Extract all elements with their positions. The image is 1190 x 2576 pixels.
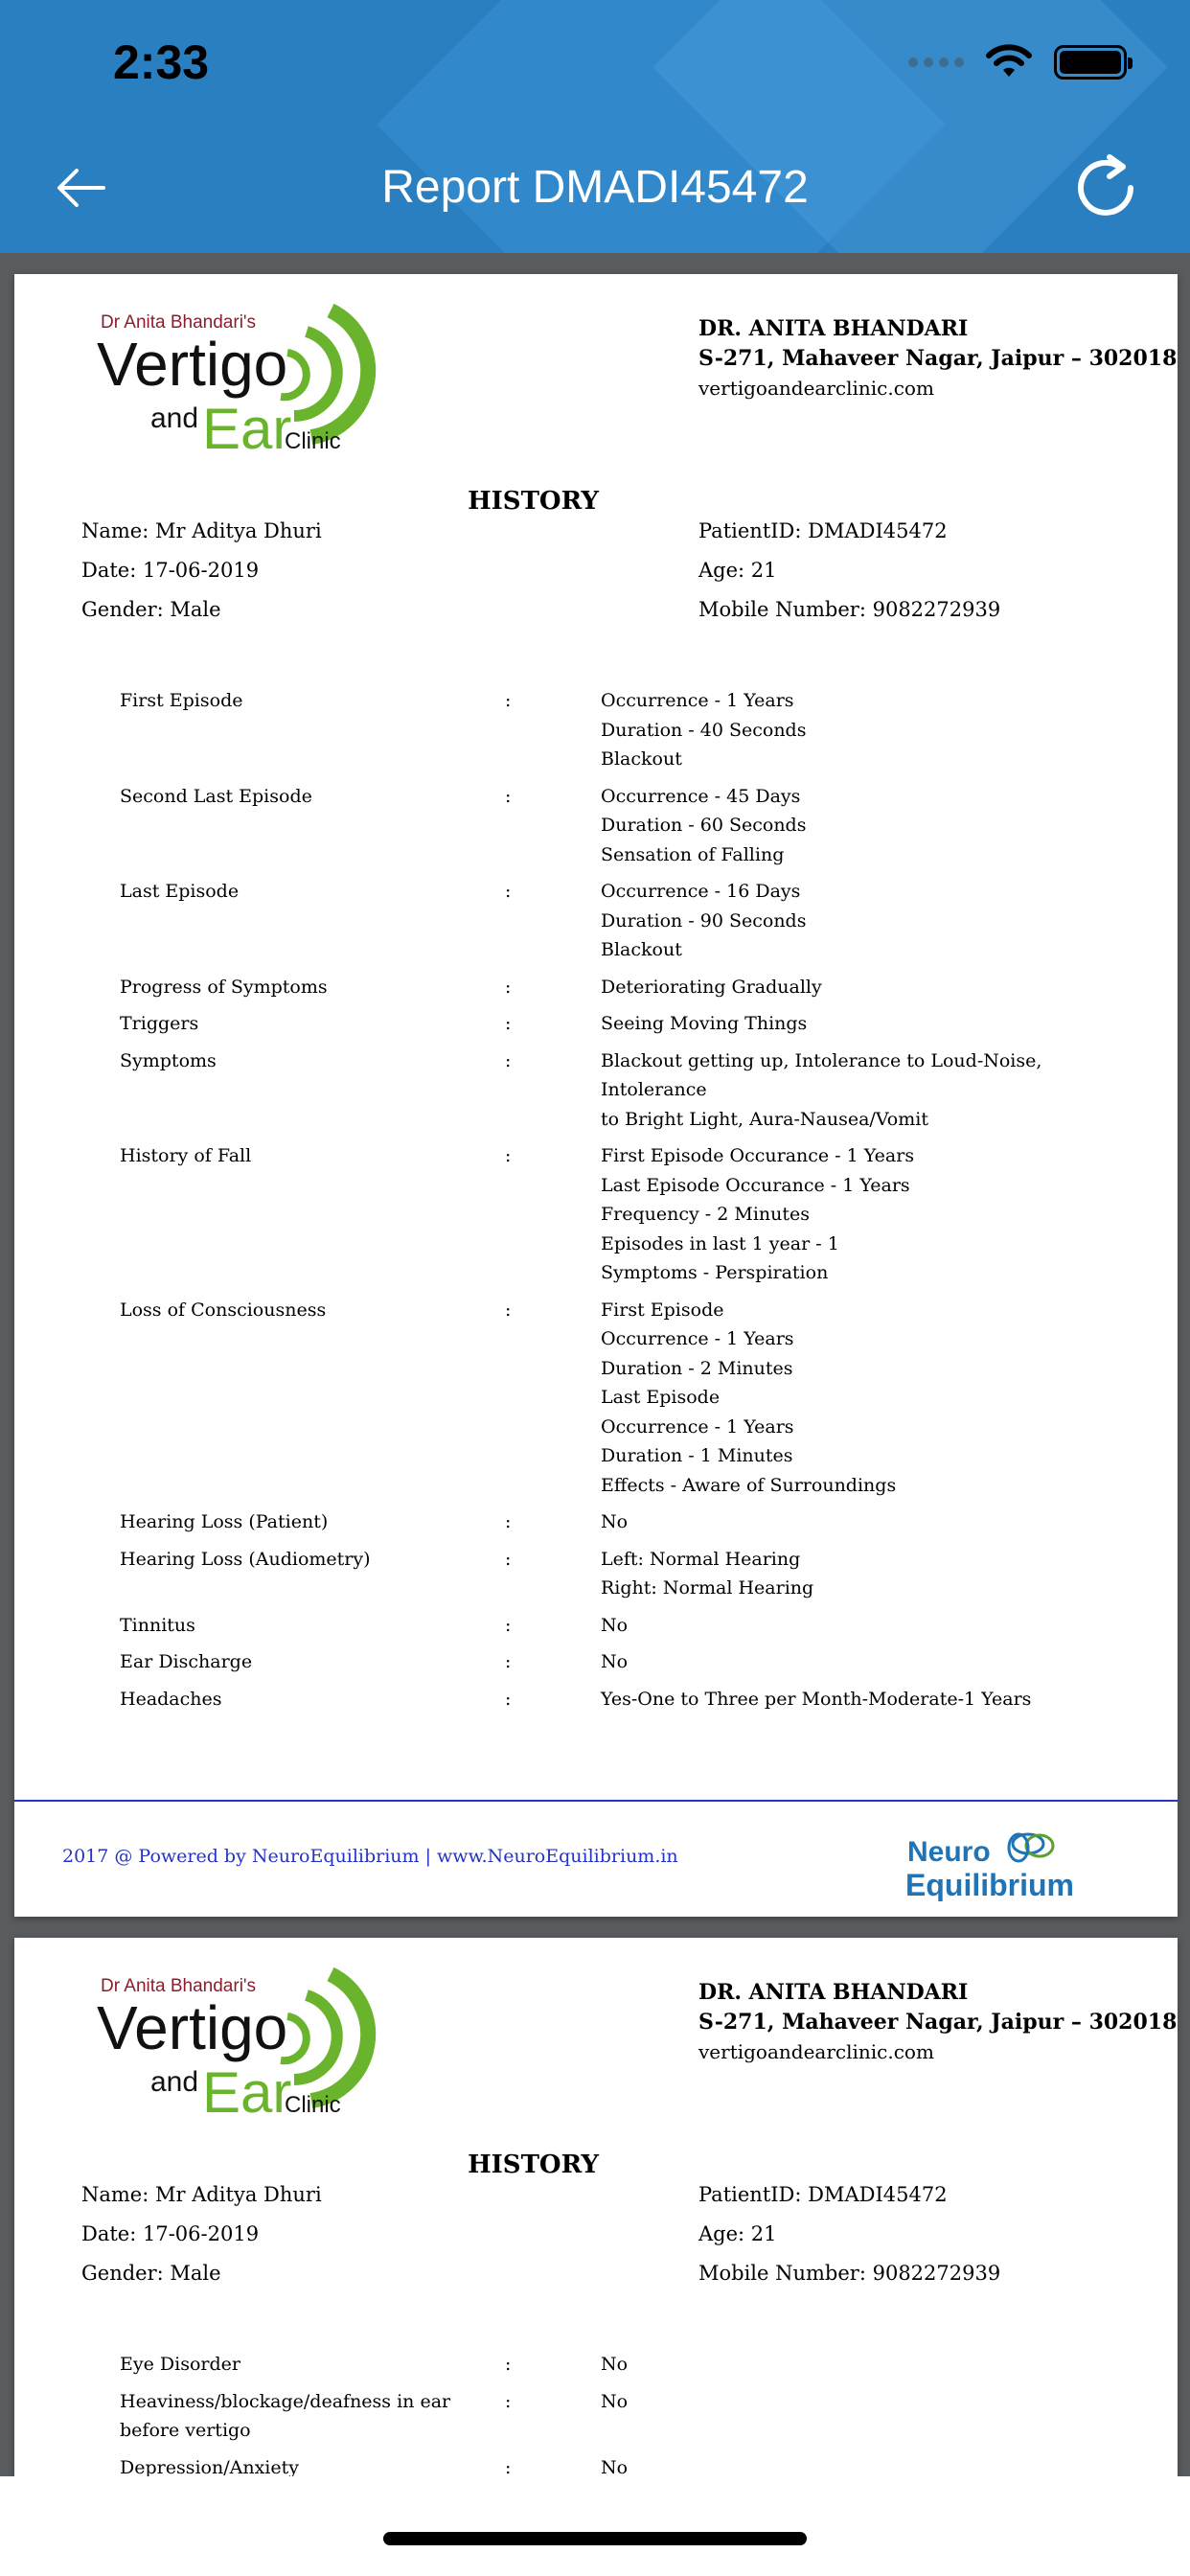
value-line: Frequency - 2 Minutes xyxy=(601,1204,811,1225)
clinic-logo xyxy=(81,1957,398,2129)
table-row xyxy=(120,1611,1135,1641)
table-row xyxy=(120,1046,1135,1135)
clinic-website: vertigoandearclinic.com xyxy=(698,2040,934,2063)
value-line: Yes-One to Three per Month-Moderate-1 Years xyxy=(601,1688,1032,1710)
value-line: Duration - 60 Seconds xyxy=(601,815,807,836)
svg-text:Dr Anita Bhandari's: Dr Anita Bhandari's xyxy=(101,1976,257,1996)
row-value xyxy=(601,2453,1099,2477)
svg-text:Equilibrium: Equilibrium xyxy=(905,1868,1074,1901)
row-separator: : xyxy=(505,976,512,998)
row-value xyxy=(601,2350,1099,2380)
clinic-address: S-271, Mahaveer Nagar, Jaipur – 302018 xyxy=(698,2010,1178,2035)
row-value xyxy=(601,1685,1099,1714)
svg-text:Clinic: Clinic xyxy=(285,428,341,454)
row-separator: : xyxy=(505,2456,512,2476)
table-row xyxy=(120,1647,1135,1677)
row-label: First Episode xyxy=(120,690,243,711)
doctor-name: DR. ANITA BHANDARI xyxy=(698,1980,969,2005)
row-separator: : xyxy=(505,1688,512,1710)
svg-text:Ear: Ear xyxy=(202,397,292,461)
value-line: No xyxy=(601,2390,629,2412)
table-row xyxy=(120,1545,1135,1603)
row-value xyxy=(601,686,1099,774)
table-row xyxy=(120,877,1135,965)
row-separator: : xyxy=(505,1049,512,1071)
value-line: Occurrence - 1 Years xyxy=(601,1328,794,1349)
row-value xyxy=(601,2387,1099,2446)
status-icons xyxy=(908,44,1127,80)
svg-text:and: and xyxy=(150,2066,199,2098)
value-line: Duration - 40 Seconds xyxy=(601,719,807,741)
section-title: HISTORY xyxy=(468,2150,599,2179)
value-line: Sensation of Falling xyxy=(601,843,785,865)
row-label: History of Fall xyxy=(120,1145,252,1166)
table-row xyxy=(120,1507,1135,1537)
value-line: Last Episode Occurance - 1 Years xyxy=(601,1174,910,1196)
table-row xyxy=(120,2453,1135,2477)
history-table xyxy=(120,686,1135,1721)
value-line: Occurrence - 45 Days xyxy=(601,785,801,807)
status-time: 2:33 xyxy=(113,35,210,89)
table-row xyxy=(120,686,1135,774)
svg-text:Vertigo: Vertigo xyxy=(97,330,288,399)
row-separator: : xyxy=(505,1511,512,1532)
pdf-viewer[interactable] xyxy=(0,253,1190,2476)
page-title: Report DMADI45472 xyxy=(381,162,809,213)
row-label: Hearing Loss (Patient) xyxy=(120,1511,329,1532)
row-label: Eye Disorder xyxy=(120,2354,240,2375)
doctor-info xyxy=(698,1978,1177,2067)
value-line: No xyxy=(601,2456,629,2476)
row-separator: : xyxy=(505,1013,512,1034)
row-value xyxy=(601,782,1099,870)
row-label: Loss of Consciousness xyxy=(120,1299,327,1321)
row-label: Tinnitus xyxy=(120,1614,195,1636)
row-label: Depression/Anxiety xyxy=(120,2456,299,2476)
patient-name: Name: Mr Aditya Dhuri xyxy=(81,519,322,542)
value-line: Blackout xyxy=(601,748,682,770)
wifi-icon xyxy=(985,44,1033,80)
patient-age: Age: 21 xyxy=(698,559,777,582)
row-value xyxy=(601,877,1099,965)
row-value xyxy=(601,1507,1099,1537)
patient-info-left xyxy=(81,2175,322,2293)
table-row xyxy=(120,1141,1135,1288)
value-line: First Episode Occurance - 1 Years xyxy=(601,1145,915,1166)
row-separator: : xyxy=(505,1299,512,1321)
patient-info-left xyxy=(81,512,322,630)
table-row xyxy=(120,1685,1135,1714)
row-value xyxy=(601,1296,1099,1501)
value-line: Occurrence - 16 Days xyxy=(601,881,801,902)
table-row xyxy=(120,782,1135,870)
row-label: Ear Discharge xyxy=(120,1651,253,1672)
value-line: Blackout getting up, Intolerance to Loud-Noise, Intolerance xyxy=(601,1049,1042,1100)
svg-text:Ear: Ear xyxy=(202,2060,292,2125)
value-line: Last Episode xyxy=(601,1387,721,1408)
history-table xyxy=(120,2350,1135,2476)
row-separator: : xyxy=(505,785,512,807)
table-row xyxy=(120,2387,1135,2446)
value-line: Right: Normal Hearing xyxy=(601,1577,814,1598)
svg-text:Vertigo: Vertigo xyxy=(97,1993,288,2062)
svg-text:Neuro: Neuro xyxy=(907,1836,991,1868)
row-label: Headaches xyxy=(120,1688,222,1710)
value-line: Occurrence - 1 Years xyxy=(601,1415,794,1438)
row-value xyxy=(601,1141,1099,1288)
row-label: Hearing Loss (Audiometry) xyxy=(120,1548,371,1570)
patient-info-right xyxy=(698,2175,1000,2293)
value-line: Duration - 90 Seconds xyxy=(601,909,807,932)
table-row xyxy=(120,2350,1135,2380)
report-date: Date: 17-06-2019 xyxy=(81,559,260,582)
patient-id: PatientID: DMADI45472 xyxy=(698,519,948,542)
refresh-button[interactable] xyxy=(1071,153,1140,222)
row-value xyxy=(601,1545,1099,1603)
row-separator: : xyxy=(505,1548,512,1570)
table-row xyxy=(120,973,1135,1002)
patient-age: Age: 21 xyxy=(698,2222,777,2245)
value-line: Effects - Aware of Surroundings xyxy=(601,1474,897,1496)
row-value xyxy=(601,973,1099,1002)
battery-icon xyxy=(1054,45,1127,80)
clinic-website: vertigoandearclinic.com xyxy=(698,377,934,400)
row-separator: : xyxy=(505,881,512,902)
row-label: Heaviness/blockage/deafness in ear before vertigo xyxy=(120,2390,451,2441)
value-line: No xyxy=(601,1511,629,1532)
row-label: Progress of Symptoms xyxy=(120,976,328,998)
row-separator: : xyxy=(505,1651,512,1672)
footer-divider xyxy=(14,1800,1178,1802)
patient-gender: Gender: Male xyxy=(81,598,221,621)
value-line: Left: Normal Hearing xyxy=(601,1548,801,1570)
signal-icon xyxy=(908,58,964,67)
patient-info-right xyxy=(698,512,1000,630)
neuroequilibrium-logo xyxy=(902,1825,1093,1901)
doctor-info xyxy=(698,314,1177,403)
refresh-icon xyxy=(1071,153,1140,222)
value-line: Symptoms - Perspiration xyxy=(601,1262,829,1283)
row-label: Last Episode xyxy=(120,881,240,902)
value-line: No xyxy=(601,2354,629,2375)
nav-header xyxy=(0,0,1190,253)
table-row xyxy=(120,1009,1135,1039)
value-line: Blackout xyxy=(601,939,682,960)
row-separator: : xyxy=(505,2390,512,2412)
row-separator: : xyxy=(505,1614,512,1636)
value-line: Deteriorating Gradually xyxy=(601,976,822,998)
patient-id: PatientID: DMADI45472 xyxy=(698,2183,948,2206)
svg-text:Clinic: Clinic xyxy=(285,2092,341,2118)
patient-name: Name: Mr Aditya Dhuri xyxy=(81,2183,322,2206)
report-date: Date: 17-06-2019 xyxy=(81,2222,260,2245)
patient-mobile: Mobile Number: 9082272939 xyxy=(698,2262,1001,2285)
value-line: Duration - 1 Minutes xyxy=(601,1445,793,1466)
value-line: Duration - 2 Minutes xyxy=(601,1357,793,1379)
row-label: Triggers xyxy=(120,1013,199,1034)
row-label: Symptoms xyxy=(120,1049,217,1071)
doctor-name: DR. ANITA BHANDARI xyxy=(698,316,969,341)
row-value xyxy=(601,1009,1099,1039)
clinic-address: S-271, Mahaveer Nagar, Jaipur – 302018 xyxy=(698,346,1178,371)
row-value xyxy=(601,1647,1099,1677)
value-line: Seeing Moving Things xyxy=(601,1013,808,1034)
clinic-logo xyxy=(81,293,398,466)
row-separator: : xyxy=(505,1145,512,1166)
row-separator: : xyxy=(505,690,512,711)
patient-gender: Gender: Male xyxy=(81,2262,221,2285)
value-line: to Bright Light, Aura-Nausea/Vomit xyxy=(601,1108,928,1130)
svg-text:Dr Anita Bhandari's: Dr Anita Bhandari's xyxy=(101,312,257,333)
footer-text: 2017 @ Powered by NeuroEquilibrium | www.NeuroEquilibrium.in xyxy=(62,1846,678,1867)
value-line: First Episode xyxy=(601,1299,724,1321)
row-value xyxy=(601,1046,1099,1135)
row-value xyxy=(601,1611,1099,1641)
home-indicator[interactable] xyxy=(383,2532,807,2545)
value-line: Episodes in last 1 year - 1 xyxy=(601,1232,839,1254)
value-line: Occurrence - 1 Years xyxy=(601,690,794,711)
row-separator: : xyxy=(505,2354,512,2375)
patient-mobile: Mobile Number: 9082272939 xyxy=(698,598,1001,621)
row-label: Second Last Episode xyxy=(120,785,312,807)
value-line: No xyxy=(601,1651,629,1672)
section-title: HISTORY xyxy=(468,487,599,516)
svg-text:and: and xyxy=(150,402,199,434)
report-page xyxy=(14,274,1178,1917)
value-line: No xyxy=(601,1614,629,1636)
table-row xyxy=(120,1296,1135,1501)
report-page xyxy=(14,1938,1178,2476)
